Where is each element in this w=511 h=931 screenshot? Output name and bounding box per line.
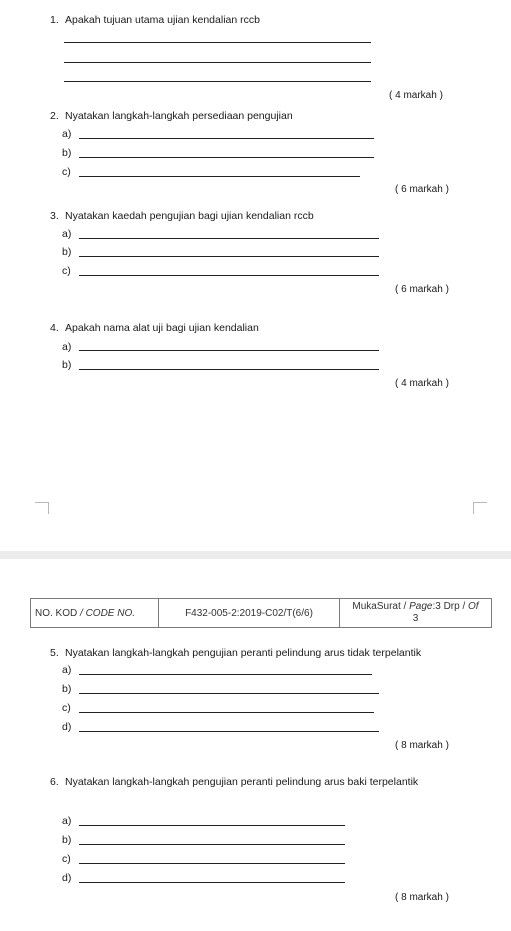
of-label: Of bbox=[468, 601, 479, 612]
code-value-cell bbox=[159, 599, 340, 627]
question-number: 3. bbox=[50, 210, 59, 222]
marks-label: ( 8 markah ) bbox=[395, 892, 449, 903]
answer-line bbox=[79, 350, 379, 351]
answer-line bbox=[79, 176, 360, 177]
code-label-cell bbox=[31, 599, 159, 627]
item-label: c) bbox=[62, 853, 71, 865]
question-text: Nyatakan kaedah pengujian bagi ujian kendalian rccb bbox=[65, 210, 314, 222]
answer-line bbox=[79, 157, 374, 158]
marks-label: ( 4 markah ) bbox=[395, 378, 449, 389]
page-break bbox=[0, 551, 511, 559]
margin-corner-mark bbox=[473, 502, 487, 514]
answer-line bbox=[79, 825, 345, 826]
marks-label: ( 6 markah ) bbox=[395, 284, 449, 295]
item-label: b) bbox=[62, 683, 72, 695]
item-label: b) bbox=[62, 246, 72, 258]
marks-label: ( 4 markah ) bbox=[389, 90, 443, 101]
answer-line bbox=[79, 863, 345, 864]
answer-line bbox=[79, 256, 379, 257]
question-2 bbox=[50, 110, 293, 122]
question-text: Nyatakan langkah-langkah pengujian peranti pelindung arus baki terpelantik bbox=[65, 776, 419, 788]
answer-line bbox=[79, 731, 379, 732]
question-number: 4. bbox=[50, 322, 59, 334]
question-number: 1. bbox=[50, 14, 59, 26]
answer-line bbox=[79, 882, 345, 883]
question-3 bbox=[50, 210, 314, 222]
answer-line bbox=[79, 275, 379, 276]
code-label: NO. KOD bbox=[35, 607, 78, 619]
margin-corner-mark bbox=[35, 502, 49, 514]
answer-line bbox=[79, 674, 372, 675]
code-value: F432-005-2:2019-C02/T(6/6) bbox=[185, 607, 313, 619]
item-label: a) bbox=[62, 128, 72, 140]
answer-line bbox=[79, 238, 379, 239]
item-label: a) bbox=[62, 664, 72, 676]
page-total: 3 bbox=[412, 613, 419, 624]
document-page-2 bbox=[0, 559, 511, 931]
question-text: Nyatakan langkah-langkah pengujian peranti pelindung arus tidak terpelantik bbox=[65, 647, 422, 659]
item-label: c) bbox=[62, 702, 71, 714]
question-number: 6. bbox=[50, 776, 59, 788]
item-label: b) bbox=[62, 359, 72, 371]
question-text: Apakah nama alat uji bagi ujian kendalian bbox=[65, 322, 259, 334]
item-label: a) bbox=[62, 228, 72, 240]
page-value: :3 Drp / bbox=[432, 601, 466, 612]
answer-line bbox=[64, 62, 371, 63]
answer-line bbox=[79, 369, 379, 370]
page-label-en: Page bbox=[409, 601, 433, 612]
question-text: Apakah tujuan utama ujian kendalian rccb bbox=[65, 14, 260, 26]
item-label: d) bbox=[62, 721, 72, 733]
document-header-table bbox=[30, 598, 492, 628]
code-label-en: / CODE NO. bbox=[80, 607, 136, 619]
item-label: a) bbox=[62, 341, 72, 353]
item-label: c) bbox=[62, 166, 71, 178]
answer-line bbox=[79, 138, 374, 139]
answer-line bbox=[64, 42, 371, 43]
question-4 bbox=[50, 322, 259, 334]
question-6 bbox=[50, 776, 418, 788]
marks-label: ( 8 markah ) bbox=[395, 740, 449, 751]
item-label: b) bbox=[62, 834, 72, 846]
question-number: 2. bbox=[50, 110, 59, 122]
answer-line bbox=[79, 844, 345, 845]
page-number-line bbox=[352, 601, 478, 613]
question-text: Nyatakan langkah-langkah persediaan pengujian bbox=[65, 110, 293, 122]
question-5 bbox=[50, 647, 421, 659]
answer-line bbox=[64, 81, 371, 82]
page-label: MukaSurat / bbox=[352, 601, 407, 612]
question-number: 5. bbox=[50, 647, 59, 659]
page-number-cell bbox=[340, 599, 491, 627]
question-1 bbox=[50, 14, 260, 26]
answer-line bbox=[79, 712, 374, 713]
item-label: b) bbox=[62, 147, 72, 159]
item-label: a) bbox=[62, 815, 72, 827]
marks-label: ( 6 markah ) bbox=[395, 184, 449, 195]
answer-line bbox=[79, 693, 379, 694]
item-label: d) bbox=[62, 872, 72, 884]
item-label: c) bbox=[62, 265, 71, 277]
